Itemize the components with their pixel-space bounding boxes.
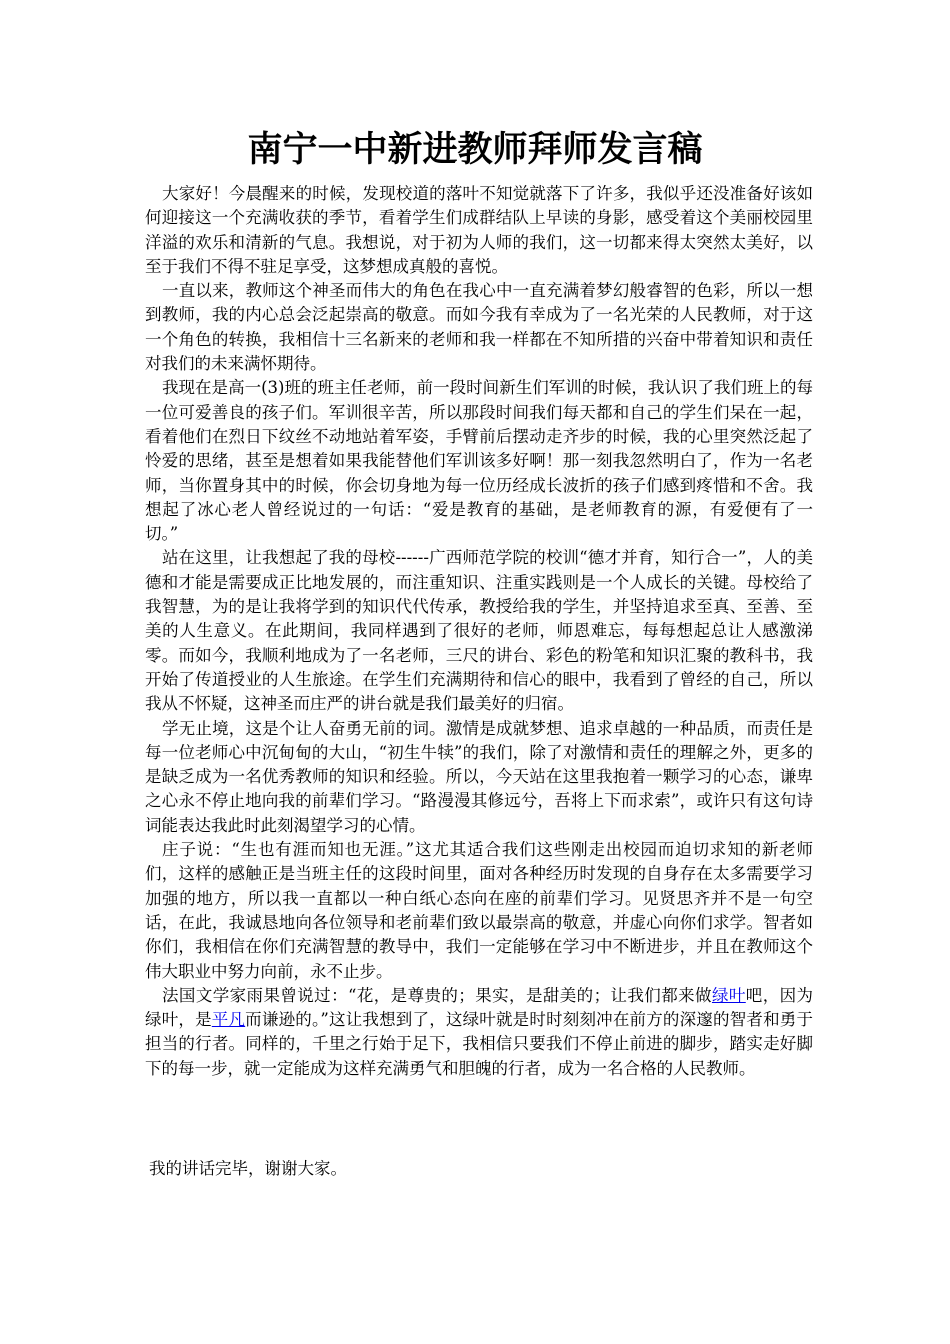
page-title: 南宁一中新进教师拜师发言稿 (247, 130, 703, 170)
paragraph-alma-mater: 站在这里，让我想起了我的母校------广西师范学院的校训“德才并育，知行合一”，人的美德和才能是需要成正比地发展的，而注重知识、注重实践则是一个人成长的关键。母校给了我智慧，为的是让我将学到的知识代代传承，教授给我的学生，并坚持追求至真、至善、至美的人生意义。在此期间，我同样遇到了很好的老师，师恩难忘，每每想起总让人感激涕零。而如今，我顺利地成为了一名老师，三尺的讲台、彩色的粉笔和知识汇聚的教科书，我开始了传道授业的人生旅途。在学生们充满期待和信心的眼中，我看到了曾经的自己，所以我从不怀疑，这神圣而庄严的讲台就是我们最美好的归宿。 (145, 548, 813, 714)
paragraph-greeting: 大家好！今晨醒来的时候，发现校道的落叶不知觉就落下了许多，我似乎还没准备好该如何迎接这一个充满收获的季节，看着学生们成群结队上早读的身影，感受着这个美丽校园里洋溢的欢乐和清新的气息。我想说，对于初为人师的我们，这一切都来得太突然太美好，以至于我们不得不驻足享受，这梦想成真般的喜悦。 (145, 184, 813, 276)
closing-remark: 我的讲话完毕，谢谢大家。 (149, 1159, 347, 1178)
paragraph-hugo-text-3: 而谦逊的。”这让我想到了，这绿叶就是时时刻刻冲在前方的深邃的智者和勇于担当的行者。同样的，千里之行始于足下，我相信只要我们不停止前进的脚步，踏实走好脚下的每一步，就一定能成为这样充满勇气和胆魄的行者，成为一名合格的人民教师。 (145, 1010, 813, 1078)
paragraph-hugo (145, 984, 813, 1081)
paragraph-zhuangzi: 庄子说：“生也有涯而知也无涯。”这尤其适合我们这些刚走出校园而迫切求知的新老师们，这样的感触正是当班主任的这段时间里，面对各种经历时发现的自身存在太多需要学习加强的地方，所以我一直都以一种白纸心态向在座的前辈们学习。见贤思齐并不是一句空话，在此，我诚恳地向各位领导和老前辈们致以最崇高的敬意，并虚心向你们求学。智者如你们，我相信在你们充满智慧的教导中，我们一定能够在学习中不断进步，并且在教师这个伟大职业中努力向前，永不止步。 (145, 840, 813, 981)
paragraph-class-teacher: 我现在是高一(3)班的班主任老师，前一段时间新生们军训的时候，我认识了我们班上的每一位可爱善良的孩子们。军训很辛苦，所以那段时间我们每天都和自己的学生们呆在一起，看着他们在烈日下纹丝不动地站着军姿，手臂前后摆动走齐步的时候，我的心里突然泛起了怜爱的思绪，甚至是想着如果我能替他们军训该多好啊！那一刻我忽然明白了，作为一名老师，当你置身其中的时候，你会切身地为每一位历经成长波折的孩子们感到疼惜和不舍。我想起了冰心老人曾经说过的一句话：“爱是教育的基础，是老师教育的源，有爱便有了一切。” (145, 378, 813, 544)
green-leaf-link[interactable]: 绿叶 (711, 985, 746, 1005)
ordinary-link[interactable]: 平凡 (211, 1010, 246, 1030)
paragraph-hugo-text-2: 吧，因为绿叶，是 (145, 985, 814, 1030)
paragraph-teacher-role: 一直以来，教师这个神圣而伟大的角色在我心中一直充满着梦幻般睿智的色彩，所以一想到教师，我的内心总会泛起崇高的敬意。而如今我有幸成为了一名光荣的人民教师，对于这一个角色的转换，我相信十三名新来的老师和我一样都在不知所措的兴奋中带着知识和责任对我们的未来满怀期待。 (145, 281, 813, 374)
document-body (145, 182, 813, 1081)
paragraph-learning: 学无止境，这是个让人奋勇无前的词。激情是成就梦想、追求卓越的一种品质，而责任是每一位老师心中沉甸甸的大山，“初生牛犊”的我们，除了对激情和责任的理解之外，更多的是缺乏成为一名优秀教师的知识和经验。所以，今天站在这里我抱着一颗学习的心态，谦卑之心永不停止地向我的前辈们学习。“路漫漫其修远兮，吾将上下而求索”，或许只有这句诗词能表达我此时此刻渴望学习的心情。 (145, 718, 813, 835)
paragraph-hugo-text-1: 法国文学家雨果曾说过：“花，是尊贵的；果实，是甜美的；让我们都来做 (162, 985, 712, 1005)
